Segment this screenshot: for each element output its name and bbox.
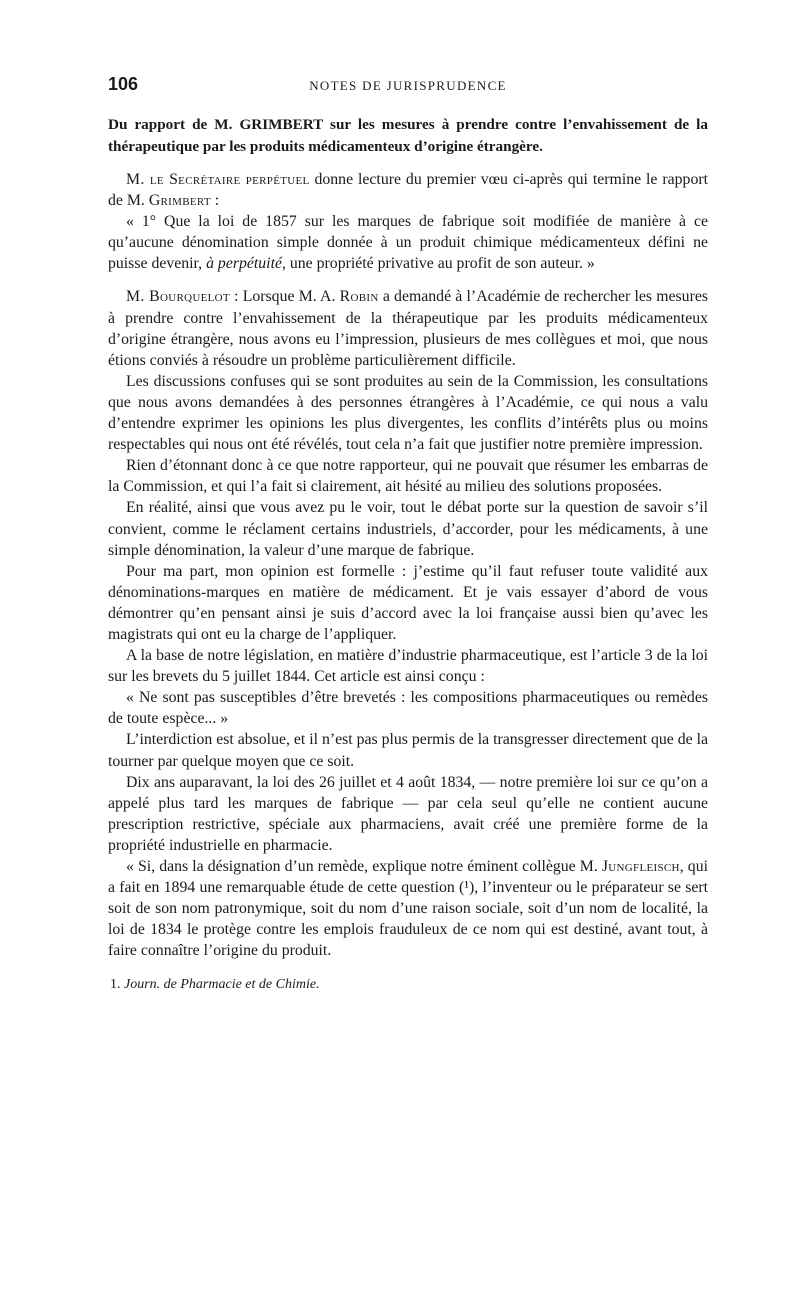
page: [108, 70, 708, 994]
paragraph-secretary: [108, 169, 708, 211]
paragraph-text: a demandé à l’Académie de rechercher les mesures à prendre contre l’envahissement de la thérapeutique par les produits médicamenteux d’origine étrangère, nous avons eu l’impression, plusieurs de mes collègues et moi, que nous étions conviés à résoudre un problème particulièrement difficile.: [108, 288, 708, 369]
footnote: [108, 975, 708, 994]
paragraph: En réalité, ainsi que vous avez pu le voir, tout le débat porte sur la question de savoir s’il convient, comme le réclament certains industriels, d’accorder, pour les médicaments, à une simple dénomination, la valeur d’une marque de fabrique.: [108, 499, 708, 559]
paragraph: Pour ma part, mon opinion est formelle : j’estime qu’il faut refuser toute validité aux dénominations-marques en matière de médicament. Et je vais essayer d’abord de vous démontrer qu’en pensant ainsi je suis d’accord avec la loi française aussi bien qu’avec les magistrats qui ont eu la charge de l’appliquer.: [108, 562, 708, 643]
italic-phrase: à perpétuité: [206, 255, 282, 273]
paragraph: L’interdiction est absolue, et il n’est pas plus permis de la transgresser directement que de la tourner par quelque moyen que ce soit.: [108, 731, 708, 770]
running-title: NOTES DE JURISPRUDENCE: [309, 78, 507, 93]
paragraph: A la base de notre législation, en matière d’industrie pharmaceutique, est l’article 3 de la loi sur les brevets du 5 juillet 1844. Cet article est ainsi conçu :: [108, 647, 708, 686]
quotation: « Ne sont pas susceptibles d’être brevetés : les compositions pharmaceutiques ou remèdes de toute espèce... »: [108, 689, 708, 728]
paragraph: Dix ans auparavant, la loi des 26 juillet et 4 août 1834, — notre première loi sur ce qu’on a appelé plus tard les marques de fabrique — par cela seul qu’elle ne contient aucune prescription restrictive, spéciale aux pharmaciens, avait créé une première forme de la propriété industrielle en pharmacie.: [108, 773, 708, 854]
section-title: Du rapport de M. GRIMBERT sur les mesures à prendre contre l’envahissement de la thérapeutique par les produits médicamenteux d’origine étrangère.: [108, 116, 708, 155]
person-name: Grimbert: [148, 192, 211, 210]
paragraph: Rien d’étonnant donc à ce que notre rapporteur, qui ne pouvait que résumer les embarras de la Commission, et qui l’a fait si clairement, ait hésité au milieu des solutions proposées.: [108, 457, 708, 496]
paragraph-bourquelot: [108, 286, 708, 370]
paragraph-text: « Si, dans la désignation d’un remède, explique notre éminent collègue M.: [126, 858, 602, 875]
paragraph-text: donne lecture du premier vœu ci-après qui termine le rapport de M.: [108, 171, 708, 210]
paragraph-text: , qui a fait en 1894 une remarquable étude de cette question (¹), l’inventeur ou le préparateur se sert soit de son nom patronymique, soit du nom d’une raison sociale, soit d’un nom de localité, la loi de 1834 le protège contre les emplois frauduleux de ce nom qui est destiné, avant tout, à faire connaître l’origine du produit.: [108, 858, 708, 960]
paragraph-jungfleisch: [108, 856, 708, 961]
footnote-marker: 1.: [110, 977, 124, 993]
paragraph-text: , une propriété privative au profit de son auteur. »: [281, 255, 595, 273]
person-name: Robin: [339, 288, 379, 306]
footnote-text: Journ. de Pharmacie et de Chimie.: [124, 977, 320, 993]
paragraph: Les discussions confuses qui se sont produites au sein de la Commission, les consultations que nous avons demandées à des personnes étrangères à l’Académie, ce qui nous a valu d’entendre exprimer les opinions les plus divergentes, les conflits d’intérêts plus ou moins respectables qui nous ont été révélés, tout cela n’a fait que justifier notre première impression.: [108, 372, 708, 454]
running-header: [108, 70, 708, 108]
person-name: Jungfleisch: [601, 858, 680, 875]
paragraph-wish: [108, 211, 708, 274]
paragraph-text: « 1° Que la loi de 1857 sur les marques de fabrique soit modifiée de manière à ce qu’aucune dénomination simple donnée à un produit chimique médicamenteux défini ne puisse devenir,: [108, 213, 708, 273]
page-number: 106: [108, 74, 139, 94]
paragraph-text: :: [210, 192, 220, 210]
speaker-name: M. le Secrétaire perpétuel: [126, 171, 310, 188]
speaker-name: M. Bourquelot: [126, 288, 230, 306]
paragraph-text: : Lorsque M. A.: [229, 288, 340, 306]
